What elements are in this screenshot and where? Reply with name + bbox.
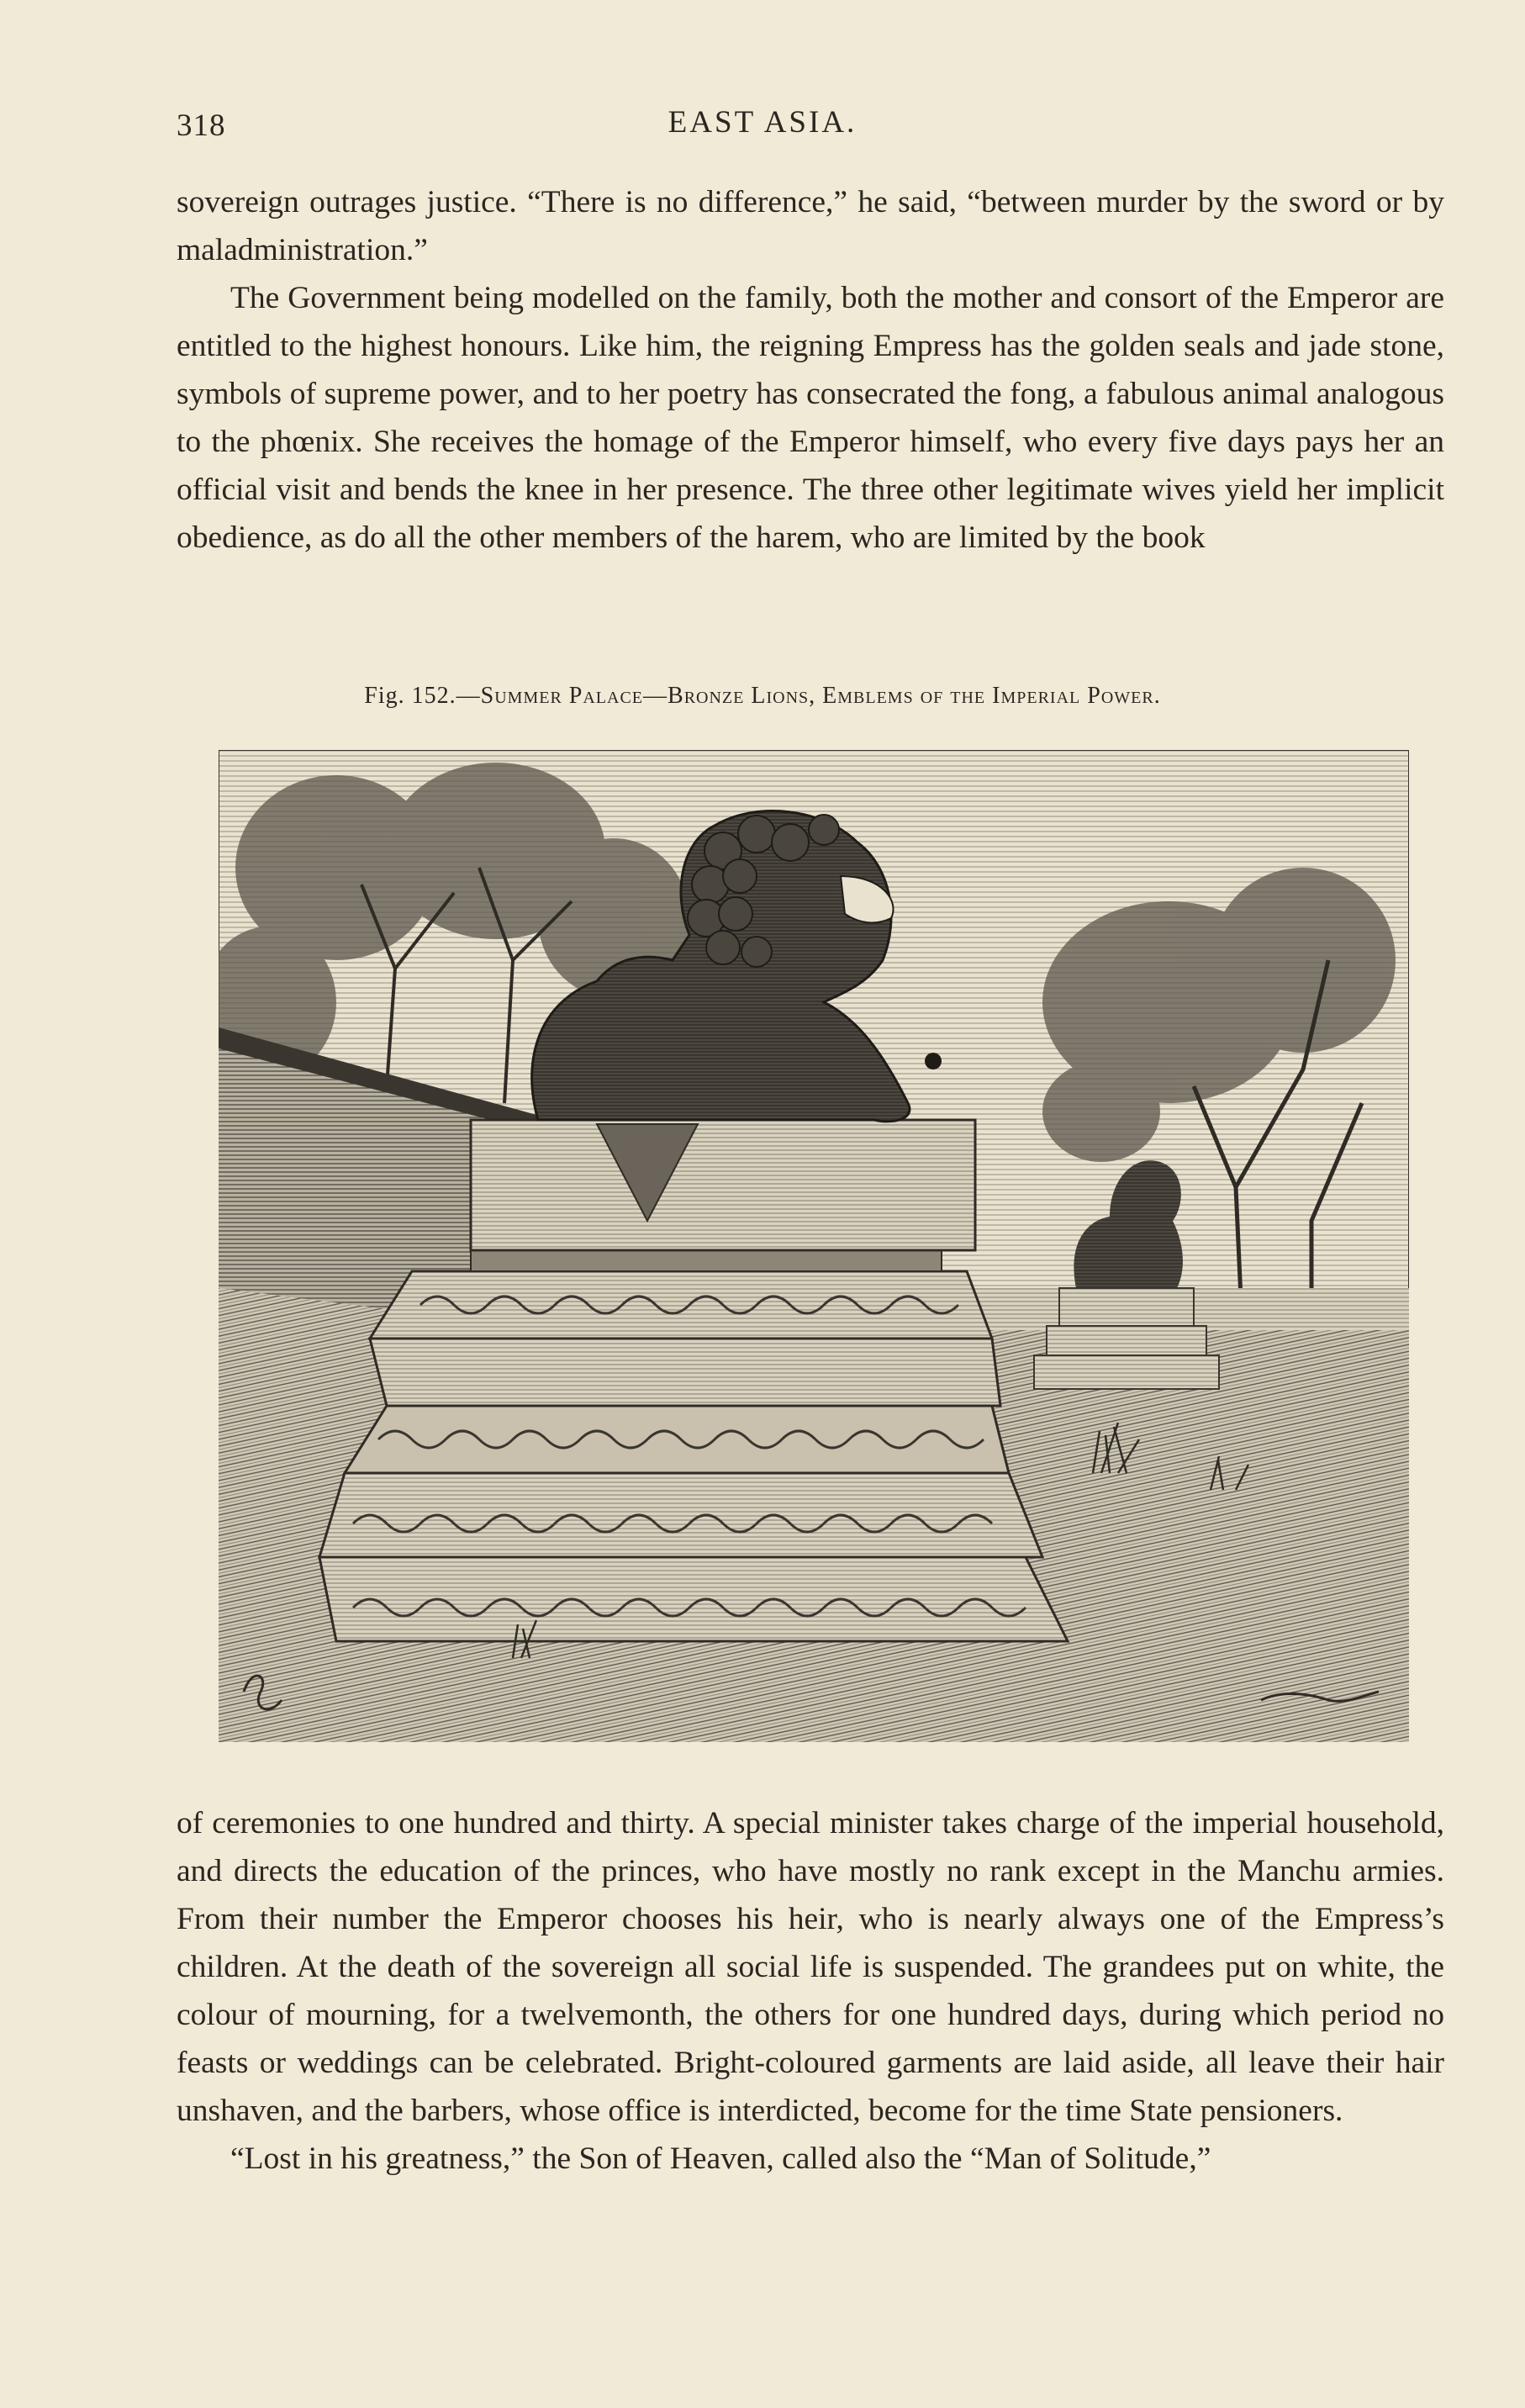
paragraph: sovereign outrages justice. “There is no difference,” he said, “between murder by the sword or by maladministration.” bbox=[177, 185, 1444, 267]
body-text-top bbox=[177, 178, 1444, 562]
figure-caption bbox=[0, 683, 1525, 710]
figure-illustration bbox=[219, 750, 1409, 1742]
figure-number: Fig. 152.— bbox=[364, 683, 481, 709]
engraving-image bbox=[219, 750, 1409, 1742]
figure-title: Summer Palace—Bronze Lions, Emblems of the Imperial Power. bbox=[480, 683, 1161, 709]
paragraph: The Government being modelled on the family, both the mother and consort of the Emperor are entitled to the highest honours. Like him, the reigning Empress has the golden seals and jade stone, symbols of supreme power, and to her poetry has consecrated the fong, a fabulous animal analogous to the phœnix. She receives the homage of the Emperor himself, who every five days pays her an official visit and bends the knee in her presence. The three other legitimate wives yield her implicit obedience, as do all the other members of the harem, who are limited by the book bbox=[177, 281, 1444, 555]
paragraph: “Lost in his greatness,” the Son of Heaven, called also the “Man of Solitude,” bbox=[230, 2141, 1211, 2176]
paragraph: of ceremonies to one hundred and thirty. A special minister takes charge of the imperial household, and directs the education of the princes, who have mostly no rank except in the Manchu armies. From their number the Emperor chooses his heir, who is nearly always one of the Empress’s children. At the death of the sovereign all social life is suspended. The grandees put on white, the colour of mourning, for a twelvemonth, the others for one hundred days, during which period no feasts or weddings can be celebrated. Bright-coloured garments are laid aside, all leave their hair unshaven, and the barbers, whose office is interdicted, become for the time State pensioners. bbox=[177, 1806, 1444, 2128]
running-title: EAST ASIA. bbox=[668, 105, 857, 140]
page-number: 318 bbox=[177, 108, 226, 143]
body-text-bottom bbox=[177, 1799, 1444, 2183]
